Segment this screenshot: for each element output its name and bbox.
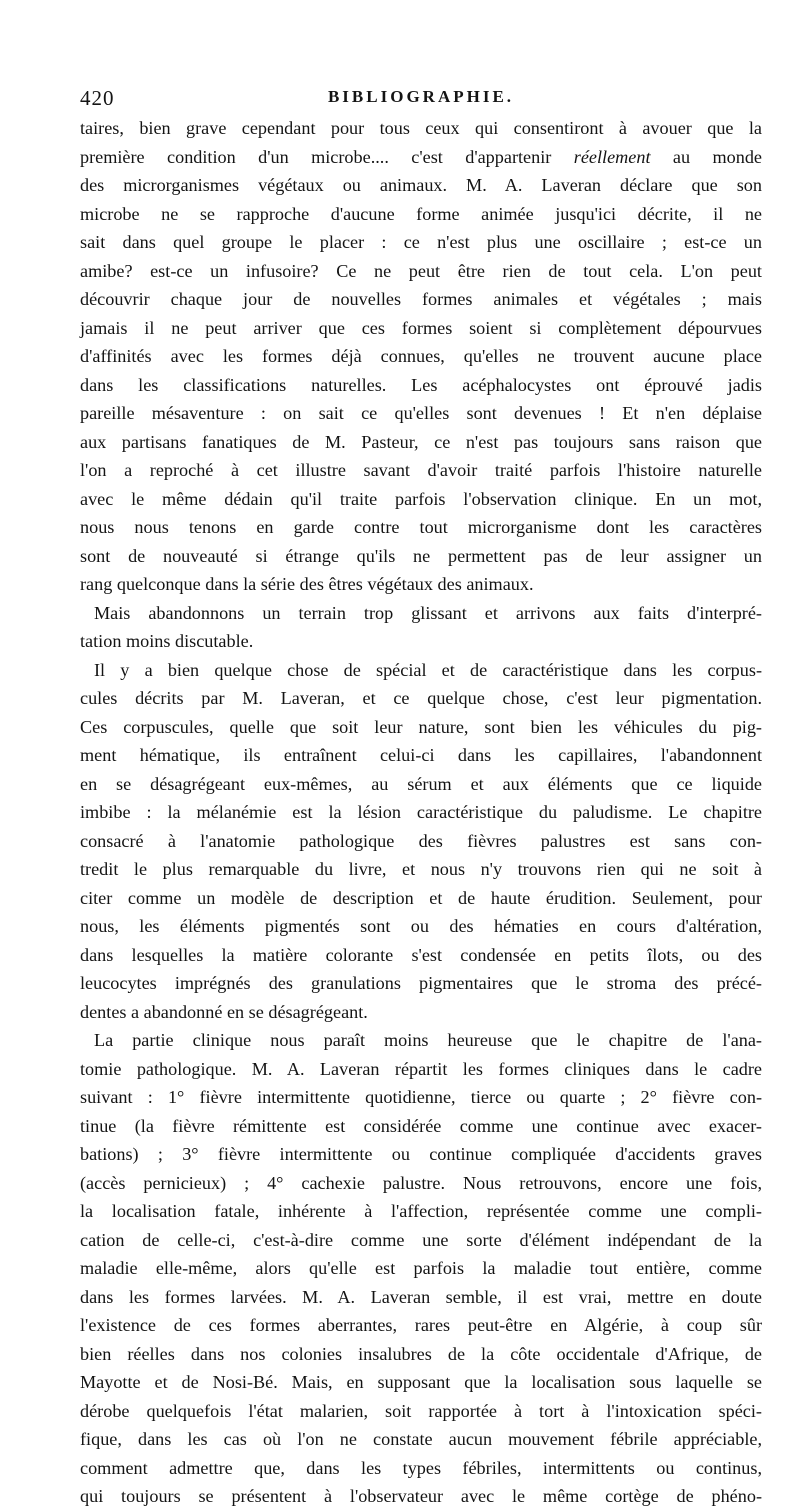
text-line: des microrganismes végétaux ou animaux. M. A. Laveran déclare que son bbox=[80, 175, 762, 195]
text-line: dérobe quelquefois l'état malarien, soit rapportée à tort à l'intoxication spéci- bbox=[80, 1400, 762, 1421]
text-line: tredit le plus remarquable du livre, et nous n'y trouvons rien qui ne soit à bbox=[80, 859, 762, 879]
text-line: d'affinités avec les formes déjà connues, qu'elles ne trouvent aucune place bbox=[80, 346, 762, 366]
text-line: microbe ne se rapproche d'aucune forme animée jusqu'ici décrite, il ne bbox=[80, 203, 762, 224]
text-line: la localisation fatale, inhérente à l'affection, représentée comme une compli- bbox=[80, 1201, 762, 1221]
text-line: maladie elle-même, alors qu'elle est parfois la maladie tout entière, comme bbox=[80, 1258, 762, 1278]
text-line: sont de nouveauté si étrange qu'ils ne permettent pas de leur assigner un bbox=[80, 545, 762, 566]
text-line: La partie clinique nous paraît moins heureuse que le chapitre de l'ana- bbox=[94, 1030, 762, 1050]
text-line: tinue (la fièvre rémittente est considérée comme une continue avec exacer- bbox=[80, 1115, 762, 1136]
emphasized-word: réellement bbox=[573, 146, 651, 167]
text-line: dentes a abandonné en se désagrégeant. bbox=[80, 1001, 368, 1022]
text-line: cation de celle-ci, c'est-à-dire comme une sorte d'élément indépendant de la bbox=[80, 1229, 762, 1250]
text-line: ment hématique, ils entraînent celui-ci dans les capillaires, l'abandonnent bbox=[80, 745, 762, 765]
text-line: leucocytes imprégnés des granulations pigmentaires que le stroma des précé- bbox=[80, 973, 762, 993]
text-line: fique, dans les cas où l'on ne constate aucun mouvement fébrile appréciable, bbox=[80, 1429, 762, 1449]
text-line: l'existence de ces formes aberrantes, rares peut-être en Algérie, à coup sûr bbox=[80, 1315, 762, 1335]
text-line: l'on a reproché à cet illustre savant d'avoir traité parfois l'histoire naturelle bbox=[80, 460, 762, 480]
text-line: tomie pathologique. M. A. Laveran répartit les formes cliniques dans le cadre bbox=[80, 1058, 762, 1079]
text-line: taires, bien grave cependant pour tous ceux qui consentiront à avouer que la bbox=[80, 118, 762, 138]
text-line: jamais il ne peut arriver que ces formes soient si complètement dépourvues bbox=[80, 317, 762, 338]
text-line: comment admettre que, dans les types fébriles, intermittents ou continus, bbox=[80, 1457, 762, 1478]
text-line: dans lesquelles la matière colorante s'est condensée en petits îlots, ou des bbox=[80, 944, 762, 965]
text-line: suivant : 1° fièvre intermittente quotidienne, tierce ou quarte ; 2° fièvre con- bbox=[80, 1087, 762, 1107]
text-line: amibe? est-ce un infusoire? Ce ne peut être rien de tout cela. L'on peut bbox=[80, 260, 762, 281]
text-line: tation moins discutable. bbox=[80, 631, 254, 651]
text-line: consacré à l'anatomie pathologique des fièvres palustres est sans con- bbox=[80, 830, 762, 851]
running-head: BIBLIOGRAPHIE. bbox=[327, 87, 515, 106]
text-line: nous nous tenons en garde contre tout microrganisme dont les caractères bbox=[80, 517, 762, 537]
page-number: 420 bbox=[80, 86, 115, 110]
text-line: dans les classifications naturelles. Les acéphalocystes ont éprouvé jadis bbox=[80, 374, 762, 395]
text-line: citer comme un modèle de description et de haute érudition. Seulement, pour bbox=[80, 887, 762, 908]
text-line: première condition d'un microbe.... c'est d'appartenir réellement au monde bbox=[80, 146, 762, 167]
text-line: Ces corpuscules, quelle que soit leur nature, sont bien les véhicules du pig- bbox=[80, 716, 762, 737]
text-line: cules décrits par M. Laveran, et ce quelque chose, c'est leur pigmentation. bbox=[80, 688, 762, 708]
text-line: pareille mésaventure : on sait ce qu'elles sont devenues ! Et n'en déplaise bbox=[80, 403, 762, 423]
text-line: nous, les éléments pigmentés sont ou des hématies en cours d'altération, bbox=[80, 916, 762, 936]
text-line: en se désagrégeant eux-mêmes, au sérum et aux éléments que ce liquide bbox=[80, 773, 762, 794]
text-line: Mais abandonnons un terrain trop glissant et arrivons aux faits d'interpré- bbox=[94, 602, 762, 623]
text-line: aux partisans fanatiques de M. Pasteur, ce n'est pas toujours sans raison que bbox=[80, 431, 762, 452]
page-header bbox=[80, 86, 762, 110]
text-line: bien réelles dans nos colonies insalubres de la côte occidentale d'Afrique, de bbox=[80, 1343, 762, 1364]
text-line: imbibe : la mélanémie est la lésion caractéristique du paludisme. Le chapitre bbox=[80, 802, 762, 822]
text-line: rang quelconque dans la série des êtres végétaux des animaux. bbox=[80, 574, 534, 594]
text-line: bations) ; 3° fièvre intermittente ou continue compliquée d'accidents graves bbox=[80, 1144, 762, 1164]
text-line: sait dans quel groupe le placer : ce n'est plus une oscillaire ; est-ce un bbox=[80, 232, 762, 252]
text-line: avec le même dédain qu'il traite parfois l'observation clinique. En un mot, bbox=[80, 488, 762, 509]
text-line: qui toujours se présentent à l'observateur avec le même cortège de phéno- bbox=[80, 1486, 762, 1506]
text-line: Mayotte et de Nosi-Bé. Mais, en supposant que la localisation sous laquelle se bbox=[80, 1372, 762, 1392]
text-line: (accès pernicieux) ; 4° cachexie palustre. Nous retrouvons, encore une fois, bbox=[80, 1172, 762, 1193]
text-line: Il y a bien quelque chose de spécial et de caractéristique dans les corpus- bbox=[94, 659, 762, 680]
text-line: découvrir chaque jour de nouvelles formes animales et végétales ; mais bbox=[80, 289, 762, 309]
text-line: dans les formes larvées. M. A. Laveran semble, il est vrai, mettre en doute bbox=[80, 1286, 762, 1307]
body-text bbox=[80, 114, 762, 1511]
